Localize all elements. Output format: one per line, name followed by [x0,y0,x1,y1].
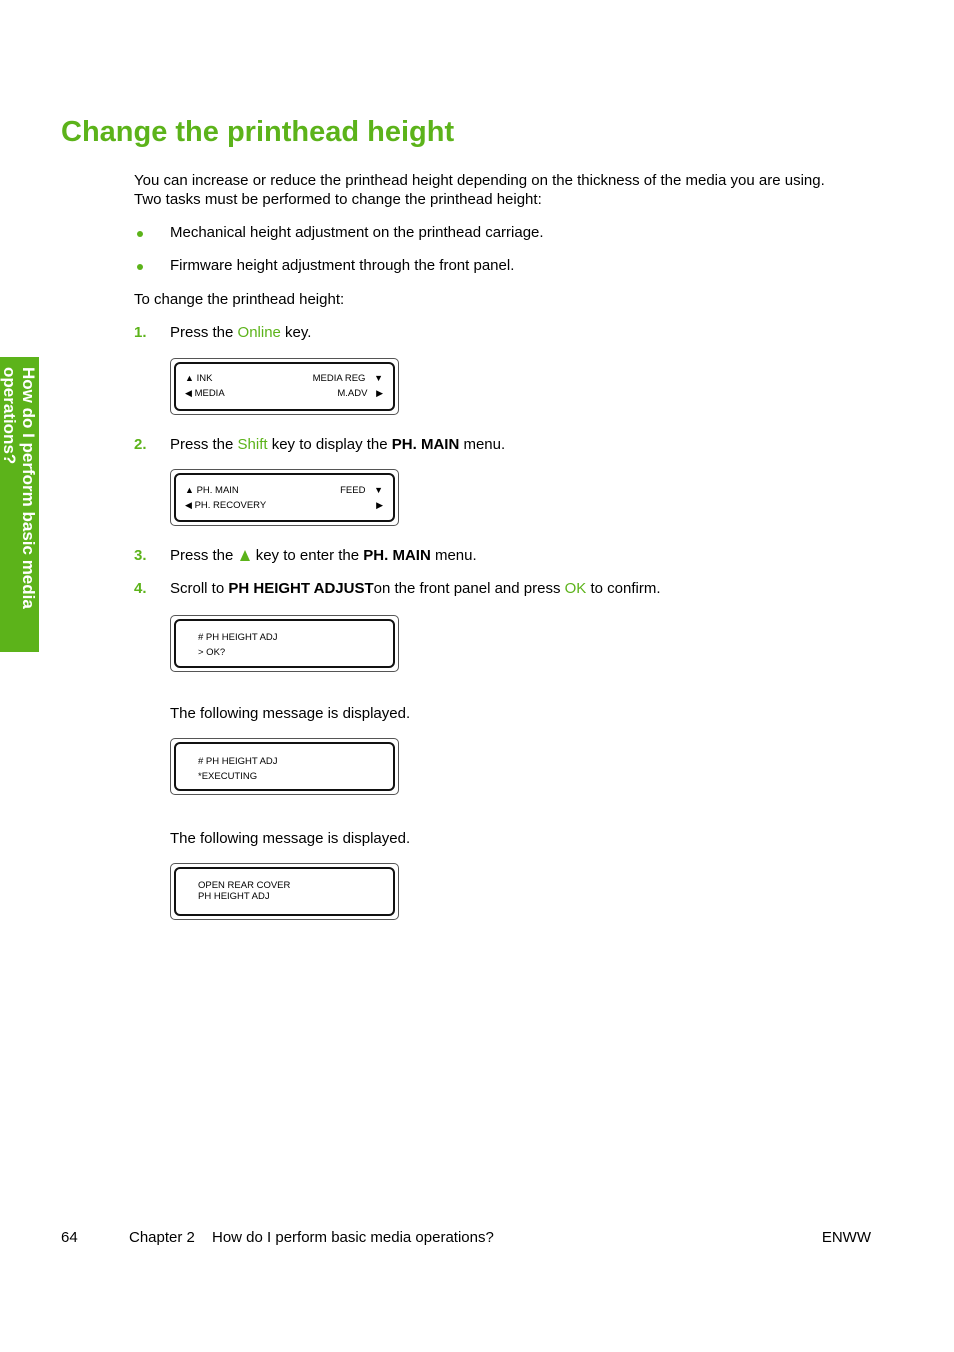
lcd-line-1: # PH HEIGHT ADJ [198,756,278,767]
message-text: The following message is displayed. [170,705,411,722]
lcd-row [337,388,383,399]
lcd-text: FEED [340,485,366,496]
step-number: 4. [134,580,147,597]
step-text: menu. [459,436,506,453]
step-4-text [170,579,661,598]
lcd-row [340,485,383,496]
down-triangle-icon: ▼ [374,485,383,495]
intro-paragraph [134,171,825,209]
footer-right: ENWW [821,1229,871,1246]
right-triangle-icon: ▶ [376,388,383,398]
step-text: Press the [170,324,238,341]
right-triangle-icon: ▶ [376,500,383,510]
lcd-text: M.ADV [337,388,368,399]
side-tab [0,357,39,652]
front-panel-display-1 [170,358,399,415]
lcd-text: PH. MAIN [196,485,239,496]
lcd-screen [174,742,395,791]
step-text: menu. [430,547,477,564]
lcd-screen [174,362,395,411]
left-triangle-icon: ◀ [185,500,192,510]
lcd-row [185,500,266,511]
front-panel-display-3 [170,615,399,672]
lcd-text: INK [196,373,213,384]
menu-name: PH. MAIN [363,547,431,564]
lcd-row [185,373,212,384]
lcd-text: PH. RECOVERY [194,500,267,511]
intro-line-1: You can increase or reduce the printhead height depending on the thickness of the media you are using. [134,172,825,189]
up-triangle-icon: ▲ [185,485,194,495]
bullet-icon [137,231,143,237]
page-number: 64 [61,1229,78,1246]
step-number: 1. [134,324,147,341]
left-triangle-icon: ◀ [185,388,192,398]
lcd-screen [174,619,395,668]
step-1-text [170,323,311,342]
lcd-row [185,388,225,399]
lcd-row [313,373,383,384]
front-panel-display-4 [170,738,399,795]
lcd-text: MEDIA [194,388,225,399]
step-text: to confirm. [586,580,661,597]
step-2-text [170,435,505,454]
lcd-text: MEDIA REG [312,373,366,384]
shift-key-label: Shift [237,436,268,453]
step-text: Press the [170,436,238,453]
up-triangle-icon: ▲ [185,373,194,383]
step-text: on the front panel and press [373,580,565,597]
page-title: Change the printhead height [61,116,455,148]
step-text: key. [280,324,312,341]
footer-chapter: Chapter 2 [129,1229,195,1246]
step-text: key to enter the [255,547,364,564]
front-panel-display-5 [170,863,399,920]
down-triangle-icon: ▼ [374,373,383,383]
bullet-item-2: Firmware height adjustment through the front panel. [170,257,515,274]
lcd-line-2: *EXECUTING [198,771,258,782]
step-3-text [170,546,477,565]
side-tab-label: How do I perform basic media operations? [0,367,38,609]
footer-chapter-title: How do I perform basic media operations? [212,1229,494,1246]
step-text: Press the [170,547,234,564]
online-key-label: Online [237,324,281,341]
message-text: The following message is displayed. [170,830,411,847]
menu-name: PH. MAIN [391,436,460,453]
bullet-item-1: Mechanical height adjustment on the printhead carriage. [170,224,544,241]
lcd-line-2: > OK? [198,647,226,658]
lcd-line-1: # PH HEIGHT ADJ [198,632,278,643]
up-arrow-key-icon [240,550,250,561]
step-text: Scroll to [170,580,229,597]
lcd-row [185,485,239,496]
lcd-screen [174,867,395,916]
ok-key-label: OK [564,580,587,597]
menu-name: PH HEIGHT ADJUST [228,580,374,597]
lcd-line-2: PH HEIGHT ADJ [198,891,270,902]
step-number: 2. [134,436,147,453]
lcd-line-1: OPEN REAR COVER [198,880,291,891]
bullet-icon [137,264,143,270]
step-number: 3. [134,547,147,564]
intro-line-2: Two tasks must be performed to change the printhead height: [134,191,542,208]
front-panel-display-2 [170,469,399,526]
step-text: key to display the [267,436,392,453]
lead-in-text: To change the printhead height: [134,291,345,308]
lcd-screen [174,473,395,522]
lcd-row [376,500,383,511]
